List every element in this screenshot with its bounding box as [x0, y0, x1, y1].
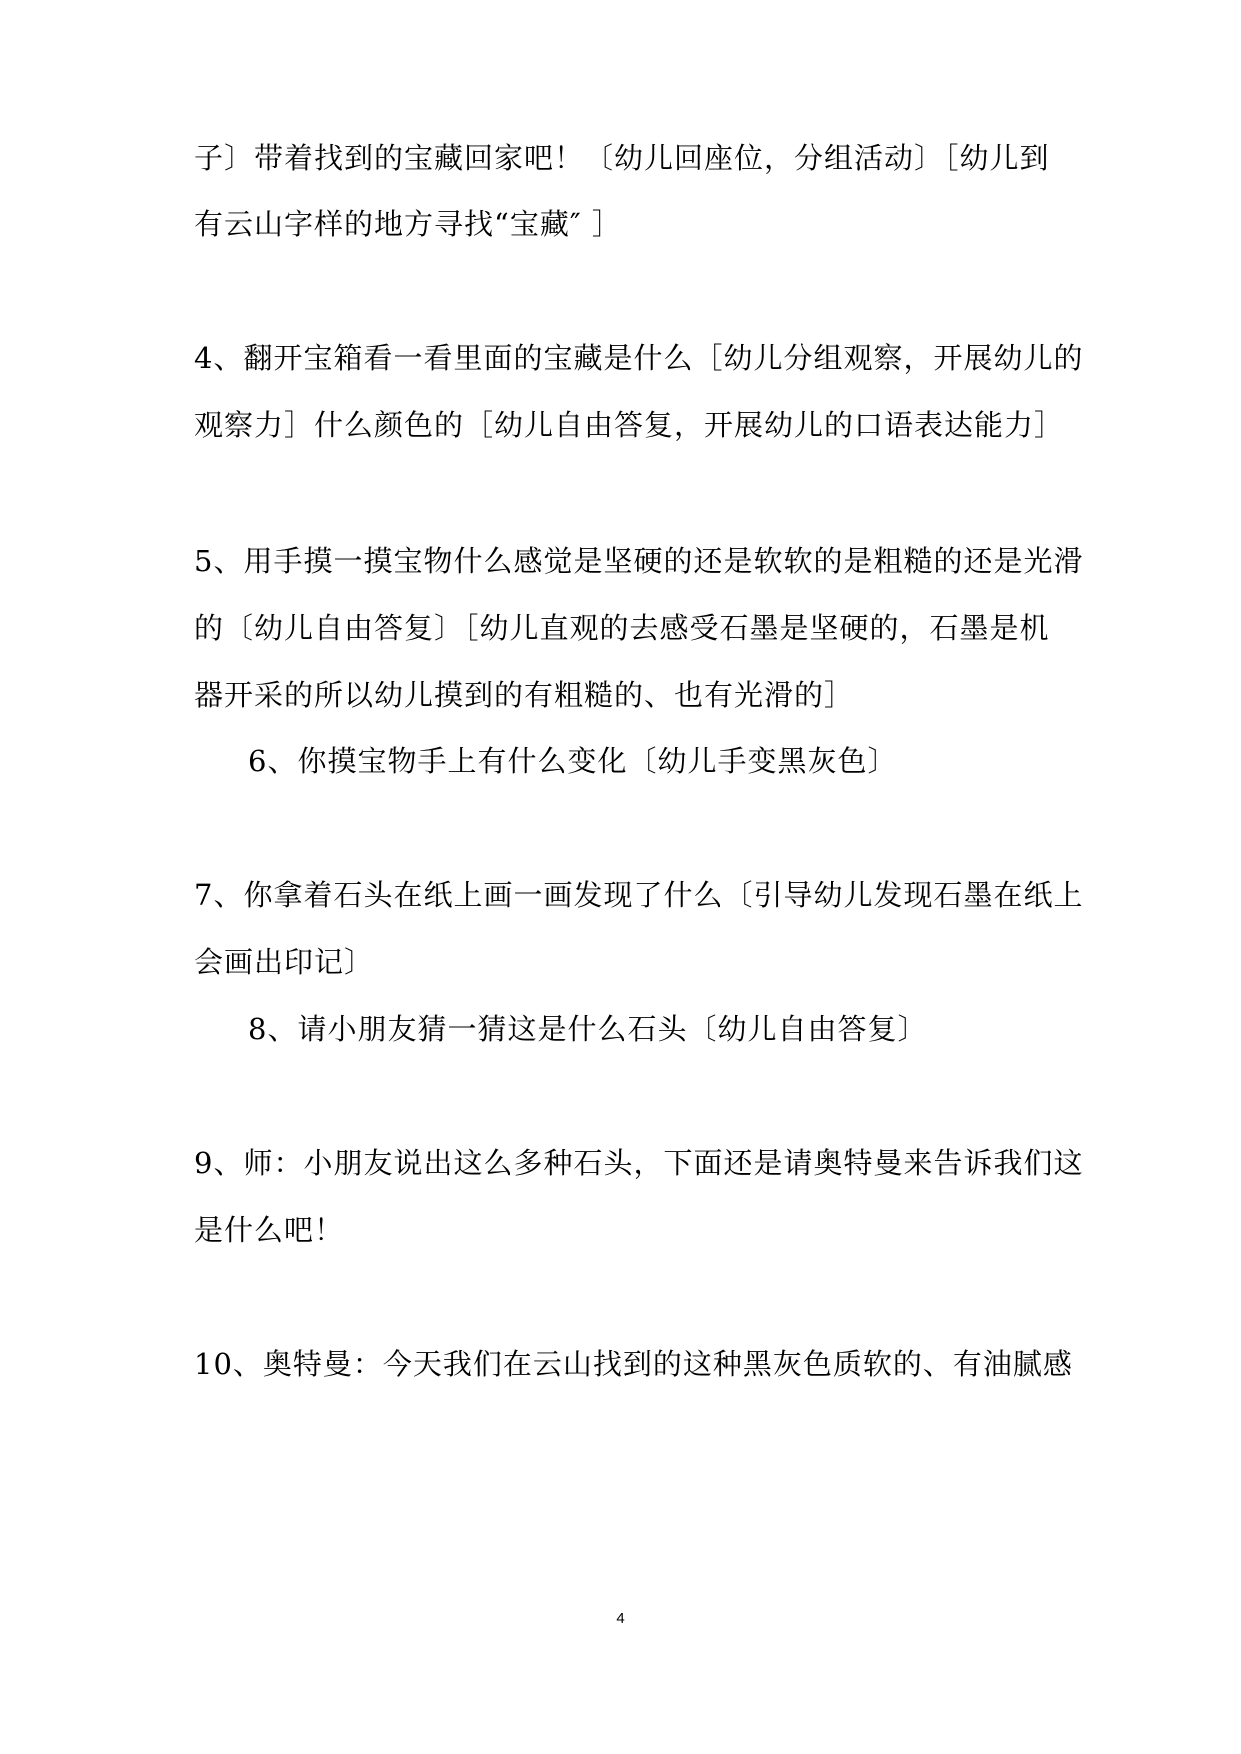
text-line: 有云山字样的地方寻找“宝藏″ ］: [194, 207, 622, 241]
text-line: 10、奥特曼：今天我们在云山找到的这种黑灰色质软的、有油腻感: [194, 1347, 1073, 1381]
text-line: 4、翻开宝箱看一看里面的宝藏是什么［幼儿分组观察，开展幼儿的: [194, 341, 1084, 375]
page-number: 4: [616, 1610, 625, 1627]
text-line: 9、师：小朋友说出这么多种石头，下面还是请奥特曼来告诉我们这: [194, 1146, 1084, 1180]
text-line: 子〕带着找到的宝藏回家吧！〔幼儿回座位，分组活动〕［幼儿到: [194, 141, 1050, 175]
text-line: 5、用手摸一摸宝物什么感觉是坚硬的还是软软的是粗糙的还是光滑: [194, 544, 1084, 578]
text-line: 6、你摸宝物手上有什么变化〔幼儿手变黑灰色〕: [248, 744, 898, 778]
text-line: 是什么吧！: [194, 1213, 345, 1247]
text-line: 观察力］什么颜色的［幼儿自由答复，开展幼儿的口语表达能力］: [194, 408, 1065, 442]
text-line: 7、你拿着石头在纸上画一画发现了什么〔引导幼儿发现石墨在纸上: [194, 878, 1084, 912]
text-line: 会画出印记〕: [194, 945, 375, 979]
text-line: 8、请小朋友猜一猜这是什么石头〔幼儿自由答复〕: [248, 1012, 928, 1046]
text-line: 的〔幼儿自由答复〕［幼儿直观的去感受石墨是坚硬的，石墨是机: [194, 611, 1050, 645]
text-line: 器开采的所以幼儿摸到的有粗糙的、也有光滑的］: [194, 678, 855, 712]
